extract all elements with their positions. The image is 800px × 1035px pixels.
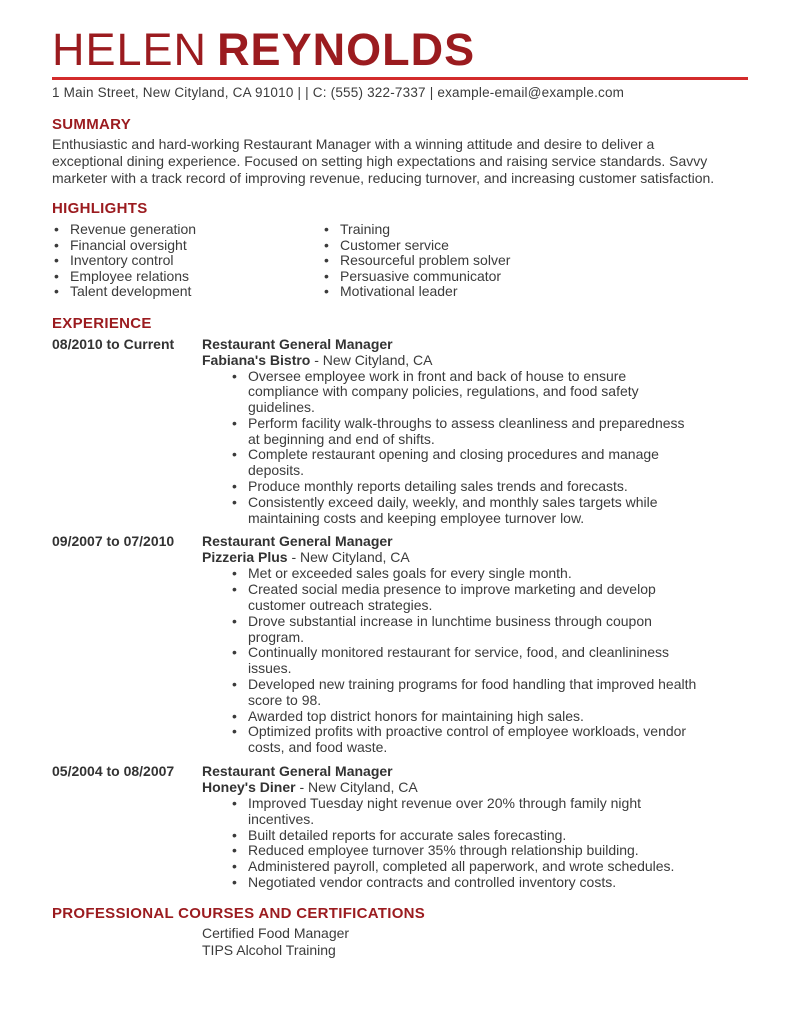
job-title: Restaurant General Manager xyxy=(202,533,393,550)
company-name: Honey's Diner xyxy=(202,779,296,796)
job-bullet: • Improved Tuesday night revenue over 20% through family night incentives. xyxy=(230,796,700,828)
candidate-last-name: REYNOLDS xyxy=(217,24,476,75)
highlight-item: • Employee relations xyxy=(52,269,322,285)
highlight-item: • Training xyxy=(322,222,510,238)
job-bullet: • Drove substantial increase in lunchtime business through coupon program. xyxy=(230,614,700,646)
job-bullet: • Optimized profits with proactive control of employee workloads, vendor costs, and food waste. xyxy=(230,724,700,756)
highlights-heading: HIGHLIGHTS xyxy=(52,200,148,217)
company-location: - New Cityland, CA xyxy=(310,351,433,368)
certifications-heading: PROFESSIONAL COURSES AND CERTIFICATIONS xyxy=(52,904,426,922)
job-bullet: • Created social media presence to improve marketing and develop customer outreach strategies. xyxy=(230,582,700,614)
job-bullet-list xyxy=(230,796,700,891)
highlights-section xyxy=(52,200,748,300)
experience-section xyxy=(52,315,748,891)
header-divider-rule xyxy=(52,77,748,80)
experience-heading: EXPERIENCE xyxy=(52,314,152,332)
job-dates: 05/2004 to 08/2007 xyxy=(52,763,175,780)
certification-item: Certified Food Manager xyxy=(202,924,350,941)
highlight-item: • Motivational leader xyxy=(322,284,510,300)
job-body xyxy=(202,533,748,756)
job-bullet: • Reduced employee turnover 35% through relationship building. xyxy=(230,843,700,859)
highlight-item: • Inventory control xyxy=(52,253,322,269)
candidate-first-name: HELEN xyxy=(52,24,208,75)
job-bullet-list xyxy=(230,369,700,527)
job-company-line xyxy=(202,549,748,565)
job-entry xyxy=(52,336,748,527)
highlight-item: • Revenue generation xyxy=(52,222,322,238)
certifications-list xyxy=(202,925,748,959)
company-name: Fabiana's Bistro xyxy=(202,351,311,368)
job-bullet: • Met or exceeded sales goals for every single month. xyxy=(230,566,700,582)
resume-header xyxy=(52,26,748,100)
highlight-item: • Persuasive communicator xyxy=(322,269,510,285)
certification-item: TIPS Alcohol Training xyxy=(202,941,336,958)
job-bullet: • Produce monthly reports detailing sales trends and forecasts. xyxy=(230,479,700,495)
job-dates: 09/2007 to 07/2010 xyxy=(52,533,175,550)
company-name: Pizzeria Plus xyxy=(202,549,288,566)
job-bullet: • Continually monitored restaurant for service, food, and cleanlininess issues. xyxy=(230,645,700,677)
highlights-column-1 xyxy=(52,222,322,300)
highlight-item: • Customer service xyxy=(322,238,510,254)
job-company-line xyxy=(202,352,748,368)
company-location: - New Cityland, CA xyxy=(295,779,418,796)
highlight-item: • Financial oversight xyxy=(52,238,322,254)
job-bullet-list xyxy=(230,566,700,756)
job-entry xyxy=(52,533,748,756)
summary-text: Enthusiastic and hard-working Restaurant Manager with a winning attitude and desire to deliver a exceptional dining experience. Focused on setting high expectations and raising service standards. Savvy marketer with a track record of improving revenue, reducing turnover, and increasing customer satisfaction. xyxy=(52,136,715,186)
highlights-columns xyxy=(52,222,748,300)
highlight-item: • Resourceful problem solver xyxy=(322,253,510,269)
candidate-name xyxy=(52,26,748,74)
summary-section xyxy=(52,116,748,187)
job-title: Restaurant General Manager xyxy=(202,335,393,352)
job-bullet: • Perform facility walk-throughs to assess cleanliness and preparedness at beginning and end of shifts. xyxy=(230,416,700,448)
job-body xyxy=(202,763,748,891)
job-body xyxy=(202,336,748,527)
job-bullet: • Complete restaurant opening and closing procedures and manage deposits. xyxy=(230,447,700,479)
certifications-section xyxy=(52,905,748,959)
job-bullet: • Awarded top district honors for maintaining high sales. xyxy=(230,709,700,725)
job-title: Restaurant General Manager xyxy=(202,763,393,780)
job-company-line xyxy=(202,779,748,795)
job-bullet: • Developed new training programs for food handling that improved health score to 98. xyxy=(230,677,700,709)
highlight-item: • Talent development xyxy=(52,284,322,300)
job-dates: 08/2010 to Current xyxy=(52,335,175,352)
job-bullet: • Administered payroll, completed all paperwork, and wrote schedules. xyxy=(230,859,700,875)
job-bullet: • Oversee employee work in front and back of house to ensure compliance with company policies, regulations, and food safety guidelines. xyxy=(230,369,700,416)
contact-line: 1 Main Street, New Cityland, CA 91010 | | C: (555) 322-7337 | example-email@example.com xyxy=(52,85,625,100)
job-bullet: • Built detailed reports for accurate sales forecasting. xyxy=(230,828,700,844)
highlights-column-2 xyxy=(322,222,510,300)
job-bullet: • Negotiated vendor contracts and controlled inventory costs. xyxy=(230,875,700,891)
summary-heading: SUMMARY xyxy=(52,116,132,133)
company-location: - New Cityland, CA xyxy=(287,549,410,566)
job-bullet: • Consistently exceed daily, weekly, and monthly sales targets while maintaining costs and keeping employee turnover low. xyxy=(230,495,700,527)
job-entry xyxy=(52,763,748,891)
